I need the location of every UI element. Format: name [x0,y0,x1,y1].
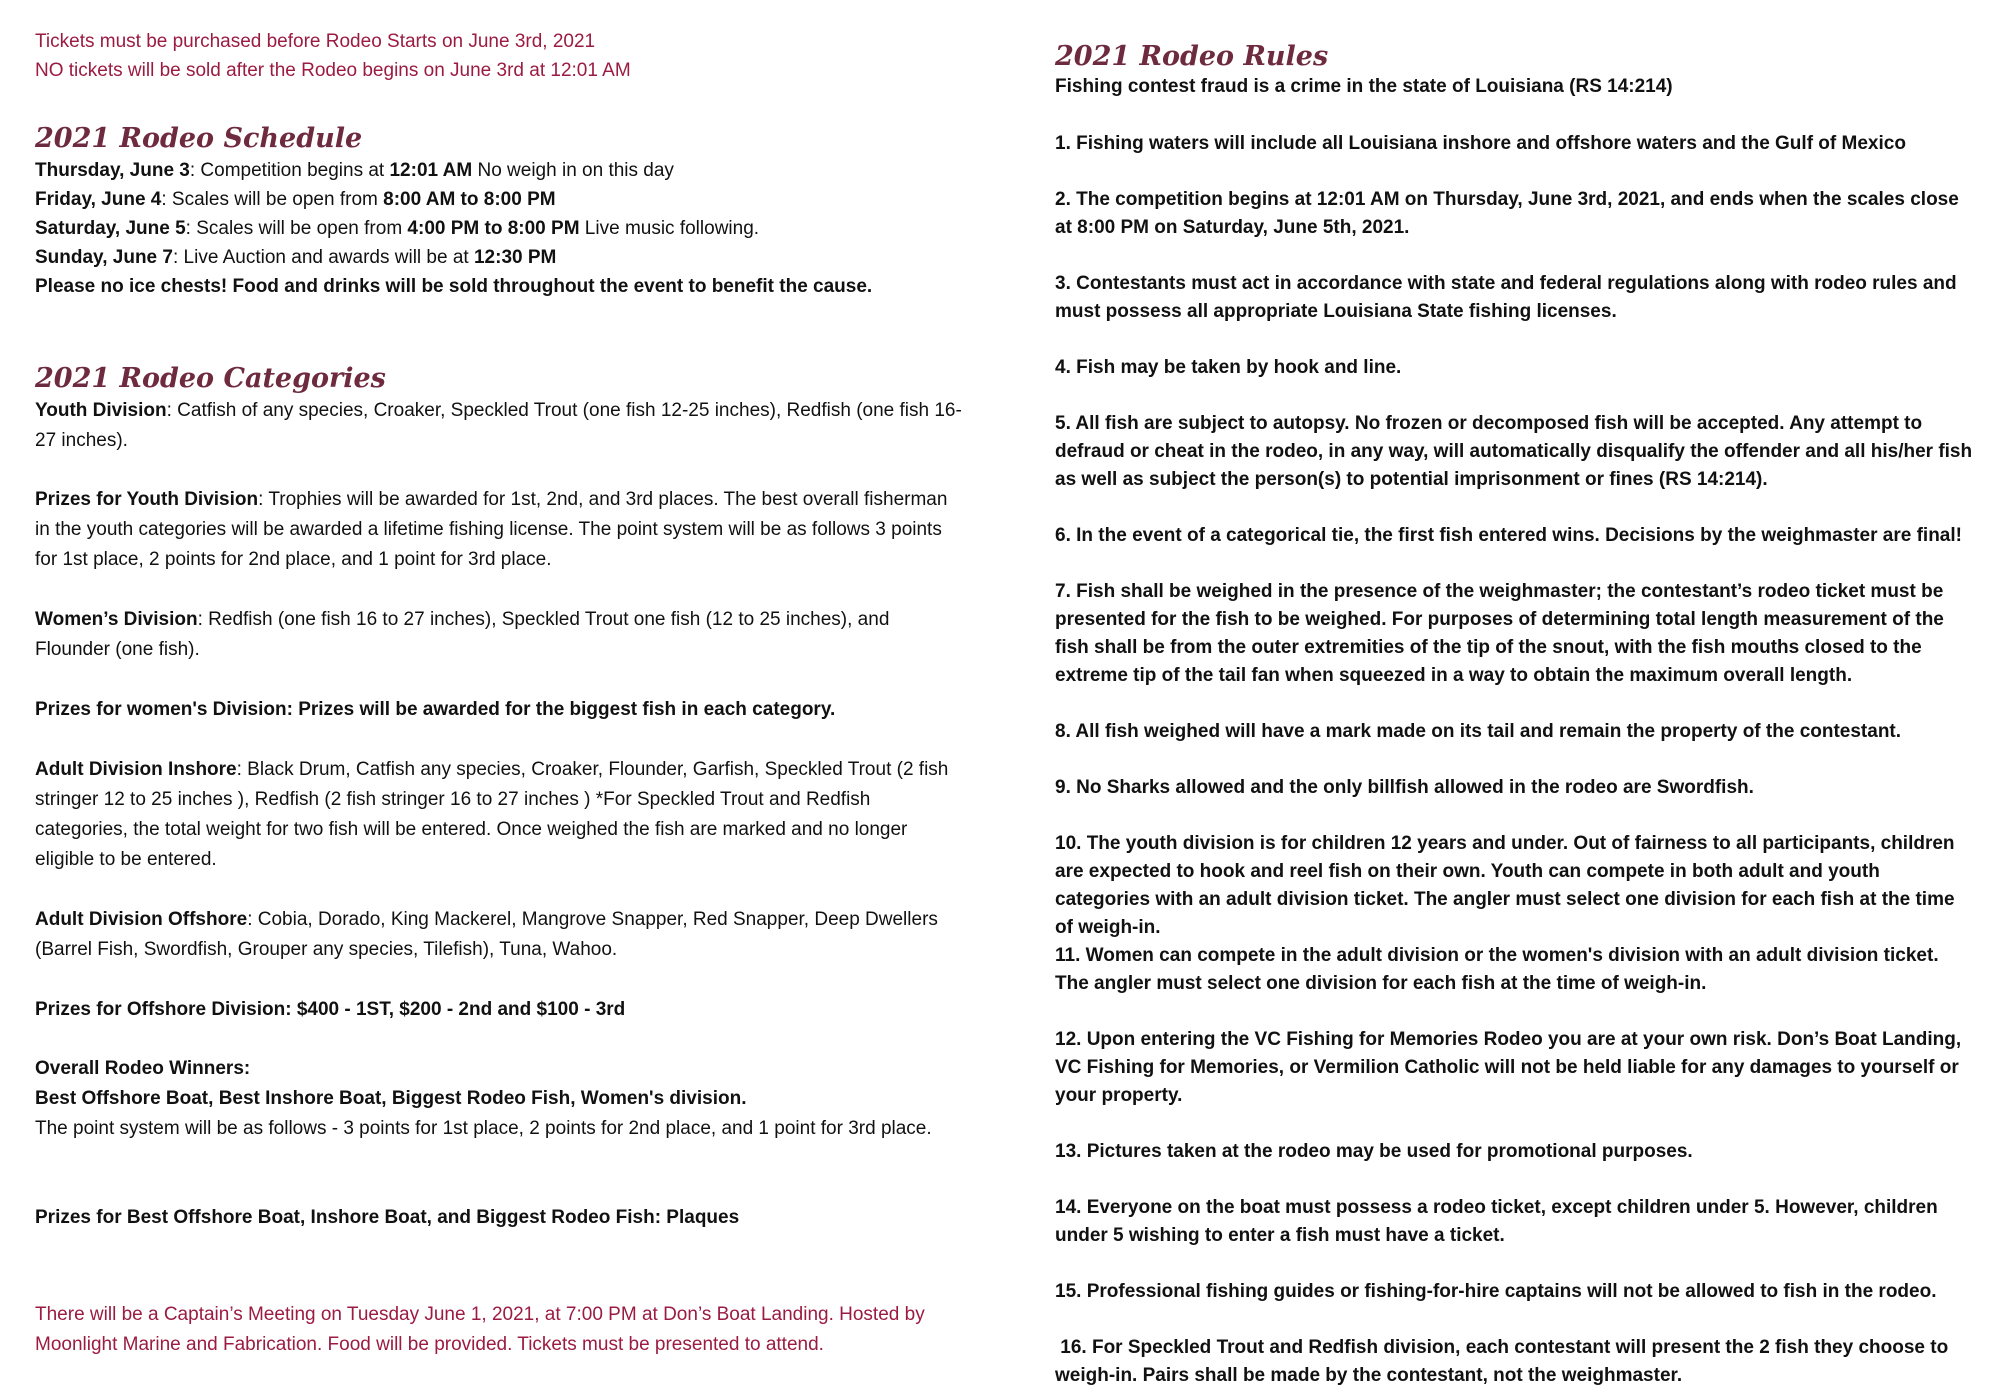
rule-8: 8. All fish weighed will have a mark made on its tail and remain the property of the contestant. [1055,721,1902,742]
rule-2: 2. The competition begins at 12:01 AM on Thursday, June 3rd, 2021, and ends when the scales close at 8:00 PM on Saturday, June 5th, 2021. [1055,189,1959,238]
ticket-notice-line-1: Tickets must be purchased before Rodeo Starts on June 3rd, 2021 [35,31,596,52]
rule-4: 4. Fish may be taken by hook and line. [1055,357,1402,378]
rule-16: 16. For Speckled Trout and Redfish division, each contestant will present the 2 fish they choose to weigh-in. Pairs shall be made by the contestant, not the weighmaster. [1055,1337,1954,1386]
schedule-friday [35,185,965,214]
offshore-prizes: Prizes for Offshore Division: $400 - 1ST, $200 - 2nd and $100 - 3rd [35,999,626,1020]
youth-prizes-label: Prizes for Youth Division [35,489,259,510]
adult-inshore-division [35,755,965,875]
rule-14: 14. Everyone on the boat must possess a rodeo ticket, except children under 5. However, children under 5 wishing to enter a fish must have a ticket. [1055,1197,1938,1246]
schedule-friday-day: Friday, June 4 [35,189,162,210]
rule-3: 3. Contestants must act in accordance with state and federal regulations along with rodeo rules and must possess all appropriate Louisiana State fishing licenses. [1055,273,1957,322]
rule-11: 11. Women can compete in the adult division or the women's division with an adult division ticket. The angler must select one division for each fish at the time of weigh-in. [1055,945,1939,994]
youth-division-label: Youth Division [35,400,167,421]
rule-13: 13. Pictures taken at the rodeo may be used for promotional purposes. [1055,1141,1693,1162]
rule-5: 5. All fish are subject to autopsy. No frozen or decomposed fish will be accepted. Any attempt to defraud or cheat in the rodeo, in any way, will automatically disqualify the offender and all his/her fish as well as subject the person(s) to potential imprisonment or fines (RS 14:214). [1055,413,1973,490]
schedule-list [35,156,965,301]
youth-division-text: : Catfish of any species, Croaker, Speckled Trout (one fish 12-25 inches), Redfish (one fish 16-27 inches). [35,400,962,451]
schedule-thursday-time: 12:01 AM [389,160,473,181]
schedule-friday-text: : Scales will be open from [161,189,384,210]
rules-heading: 2021 Rodeo Rules [1055,41,1329,72]
rule-10: 10. The youth division is for children 12 years and under. Out of fairness to all participants, children are expected to hook and reel fish on their own. Youth can compete in both adult and youth categories with an adult division ticket. The angler must select one division for each fish at the time of weigh-in. [1055,833,1955,938]
captains-meeting-notice: There will be a Captain’s Meeting on Tuesday June 1, 2021, at 7:00 PM at Don’s Boat Landing. Hosted by Moonlight Marine and Fabrication. Food will be provided. Tickets must be presented to attend. [35,1304,925,1355]
schedule-friday-time: 8:00 AM to 8:00 PM [383,189,556,210]
schedule-thursday-note: No weigh in on this day [472,160,674,181]
youth-prizes [35,485,965,575]
ticket-notice-line-2: NO tickets will be sold after the Rodeo begins on June 3rd at 12:01 AM [35,60,631,81]
schedule-heading: 2021 Rodeo Schedule [35,123,363,154]
adult-inshore-label: Adult Division Inshore [35,759,237,780]
schedule-thursday-day: Thursday, June 3 [35,160,190,181]
overall-winners [35,1054,965,1144]
schedule-sunday [35,243,965,272]
overall-winners-title: Overall Rodeo Winners: [35,1058,251,1079]
adult-offshore-text: : Cobia, Dorado, King Mackerel, Mangrove Snapper, Red Snapper, Deep Dwellers (Barrel Fish, Swordfish, Grouper any species, Tilefish), Tuna, Wahoo. [35,909,938,960]
overall-points: The point system will be as follows - 3 points for 1st place, 2 points for 2nd place, and 1 point for 3rd place. [35,1118,932,1139]
youth-division [35,396,965,456]
rule-7: 7. Fish shall be weighed in the presence of the weighmaster; the contestant’s rodeo ticket must be presented for the fish to be weighed. For purposes of determining total length measurement of the fish shall be from the outer extremities of the tip of the snout, with the fish mouths closed to the extreme tip of the tail fan when squeezed in a way to obtain the maximum overall length. [1055,581,1944,686]
schedule-thursday-text: : Competition begins at [189,160,390,181]
adult-inshore-text: : Black Drum, Catfish any species, Croaker, Flounder, Garfish, Speckled Trout (2 fish stringer 12 to 25 inches ), Redfish (2 fish stringer 16 to 27 inches ) *For Speckled Trout and Redfish categories, the total weight for two fish will be entered. Once weighed the fish are marked and no longer eligible to be entered. [35,759,949,870]
schedule-thursday [35,156,965,185]
rule-15: 15. Professional fishing guides or fishing-for-hire captains will not be allowed to fish in the rodeo. [1055,1281,1937,1302]
womens-division-label: Women’s Division [35,609,198,630]
womens-division [35,605,965,665]
rule-12: 12. Upon entering the VC Fishing for Memories Rodeo you are at your own risk. Don’s Boat Landing, VC Fishing for Memories, or Vermilion Catholic will not be held liable for any damages to yourself or your property. [1055,1029,1962,1106]
rule-1: 1. Fishing waters will include all Louisiana inshore and offshore waters and the Gulf of Mexico [1055,133,1906,154]
schedule-sunday-time: 12:30 PM [473,247,557,268]
schedule-sunday-day: Sunday, June 7 [35,247,173,268]
rule-9: 9. No Sharks allowed and the only billfish allowed in the rodeo are Swordfish. [1055,777,1754,798]
fraud-notice: Fishing contest fraud is a crime in the state of Louisiana (RS 14:214) [1055,76,1673,97]
adult-offshore-label: Adult Division Offshore [35,909,248,930]
plaques-prizes: Prizes for Best Offshore Boat, Inshore Boat, and Biggest Rodeo Fish: Plaques [35,1207,740,1228]
schedule-sunday-text: : Live Auction and awards will be at [172,247,474,268]
schedule-ice-chest-note: Please no ice chests! Food and drinks will be sold throughout the event to benefit the cause. [35,276,873,297]
youth-prizes-text: : Trophies will be awarded for 1st, 2nd, and 3rd places. The best overall fisherman in the youth categories will be awarded a lifetime fishing license. The point system will be as follows 3 points for 1st place, 2 points for 2nd place, and 1 point for 3rd place. [35,489,948,570]
overall-winners-list: Best Offshore Boat, Best Inshore Boat, Biggest Rodeo Fish, Women's division. [35,1088,747,1109]
schedule-saturday-text: : Scales will be open from [185,218,408,239]
adult-offshore-division [35,905,965,965]
schedule-saturday-day: Saturday, June 5 [35,218,186,239]
schedule-saturday-time: 4:00 PM to 8:00 PM [407,218,580,239]
schedule-saturday-note: Live music following. [579,218,760,239]
womens-division-text: : Redfish (one fish 16 to 27 inches), Speckled Trout one fish (12 to 25 inches), and Flounder (one fish). [35,609,890,660]
ticket-notice [35,27,965,85]
rule-6: 6. In the event of a categorical tie, the first fish entered wins. Decisions by the weighmaster are final! [1055,525,1962,546]
categories-heading: 2021 Rodeo Categories [35,363,386,394]
womens-prizes: Prizes for women's Division: Prizes will be awarded for the biggest fish in each category. [35,699,836,720]
schedule-saturday [35,214,965,243]
